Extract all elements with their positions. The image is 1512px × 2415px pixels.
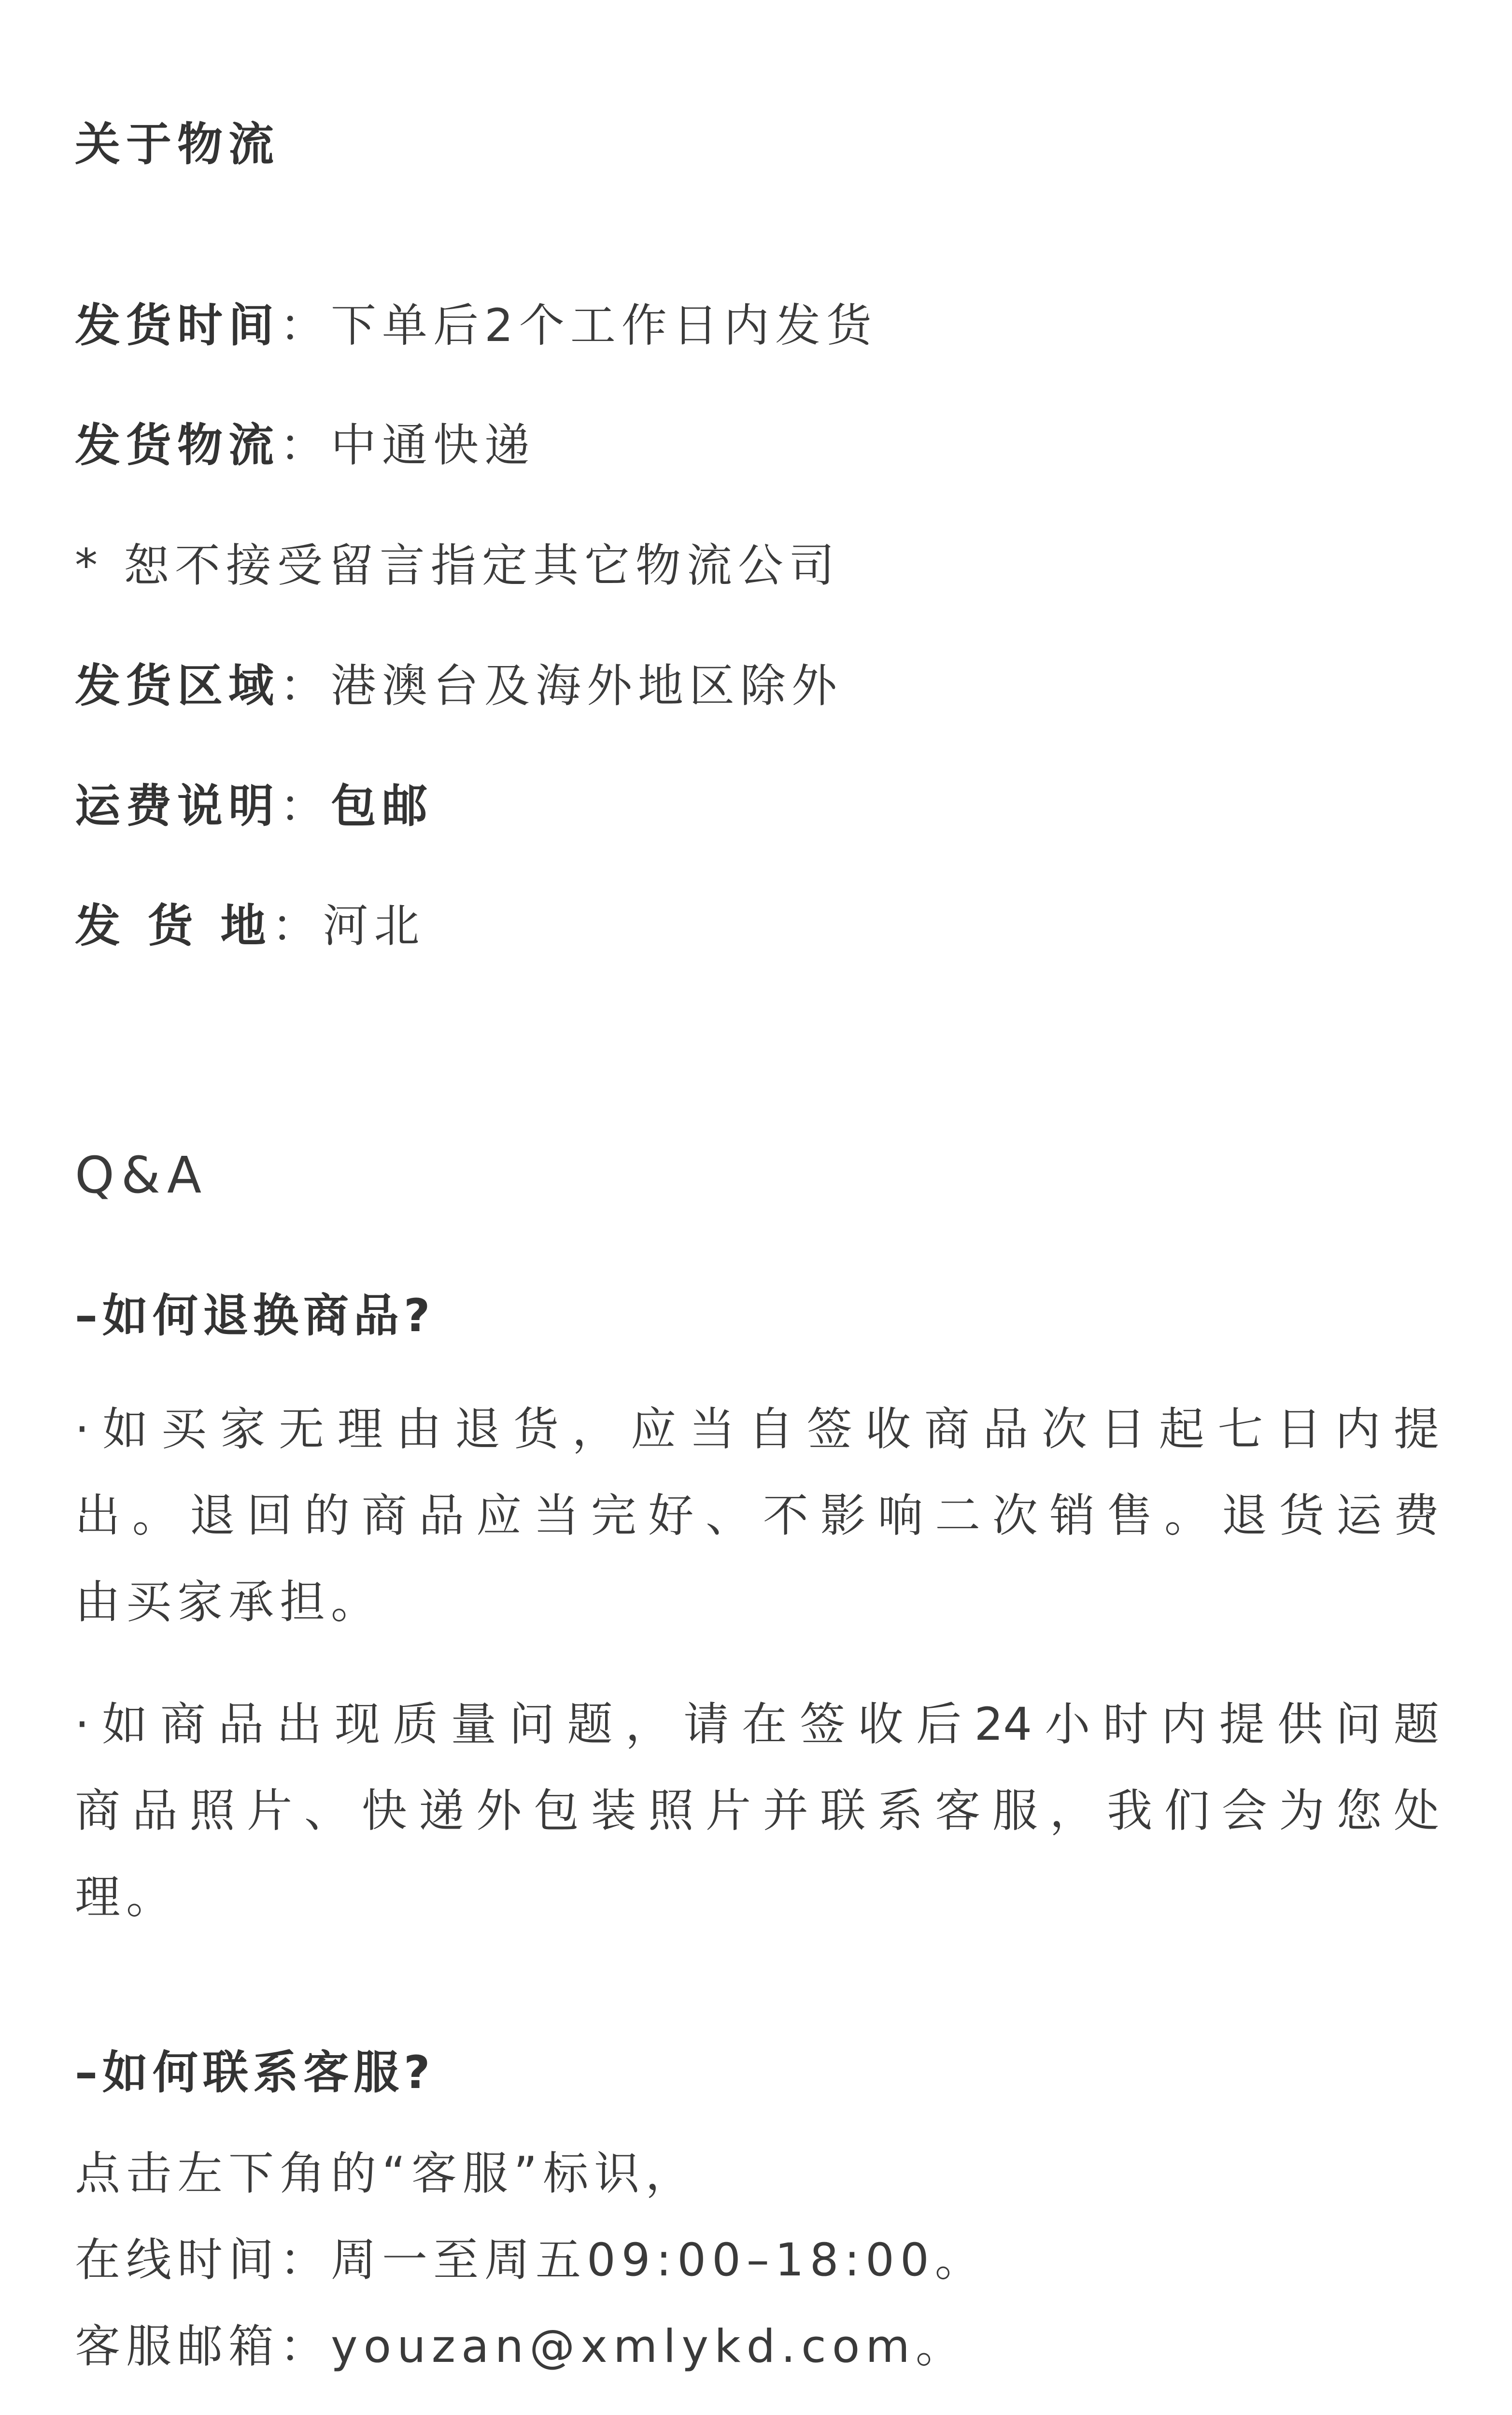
qa-text-line: 客服邮箱：youzan@xmlykd.com。 [75, 2320, 967, 2373]
logistics-row-origin [75, 895, 425, 958]
row-label: 发 货 地 [75, 900, 272, 952]
row-sep: ： [280, 780, 331, 833]
logistics-note: * 恕不接受留言指定其它物流公司 [75, 540, 840, 592]
qa-text-line: 出。退回的商品应当完好、不影响二次销售。退货运费 [75, 1490, 1439, 1542]
row-label: 发货物流 [75, 419, 280, 472]
row-value: 下单后2个工作日内发货 [331, 299, 877, 352]
logistics-row-carrier [75, 414, 536, 477]
logistics-row-region [75, 655, 843, 718]
qa-text-line: 商品照片、快递外包装照片并联系客服，我们会为您处 [75, 1785, 1439, 1837]
row-value: 包邮 [331, 780, 434, 833]
logistics-row-shipping-fee [75, 775, 433, 838]
qa-text-line: ·如买家无理由退货，应当自签收商品次日起七日内提 [75, 1403, 1439, 1456]
qa-heading-returns: –如何退换商品? [75, 1290, 435, 1342]
row-sep: ： [280, 299, 331, 352]
row-value: 中通快递 [331, 419, 536, 472]
row-sep: ： [280, 660, 331, 712]
qa-heading-contact: –如何联系客服? [75, 2046, 435, 2099]
qa-text-line: 由买家承担。 [75, 1576, 382, 1629]
qa-text-line: 理。 [75, 1871, 178, 1924]
row-label: 发货时间 [75, 299, 280, 352]
qa-text-line: 在线时间：周一至周五09:00–18:00。 [75, 2234, 986, 2287]
row-sep: ： [271, 900, 323, 952]
row-value: 河北 [323, 900, 425, 952]
row-sep: ： [280, 419, 331, 472]
row-label: 运费说明 [75, 780, 280, 833]
row-label: 发货区域 [75, 660, 280, 712]
row-value: 港澳台及海外地区除外 [331, 660, 843, 712]
logistics-row-ship-time [75, 295, 877, 357]
logistics-title: 关于物流 [75, 118, 280, 171]
qa-text-line: ·如商品出现质量问题，请在签收后24小时内提供问题 [75, 1698, 1439, 1751]
qa-text-line: 点击左下角的“客服”标识， [75, 2147, 697, 2200]
qa-title: Q&A [75, 1146, 209, 1205]
